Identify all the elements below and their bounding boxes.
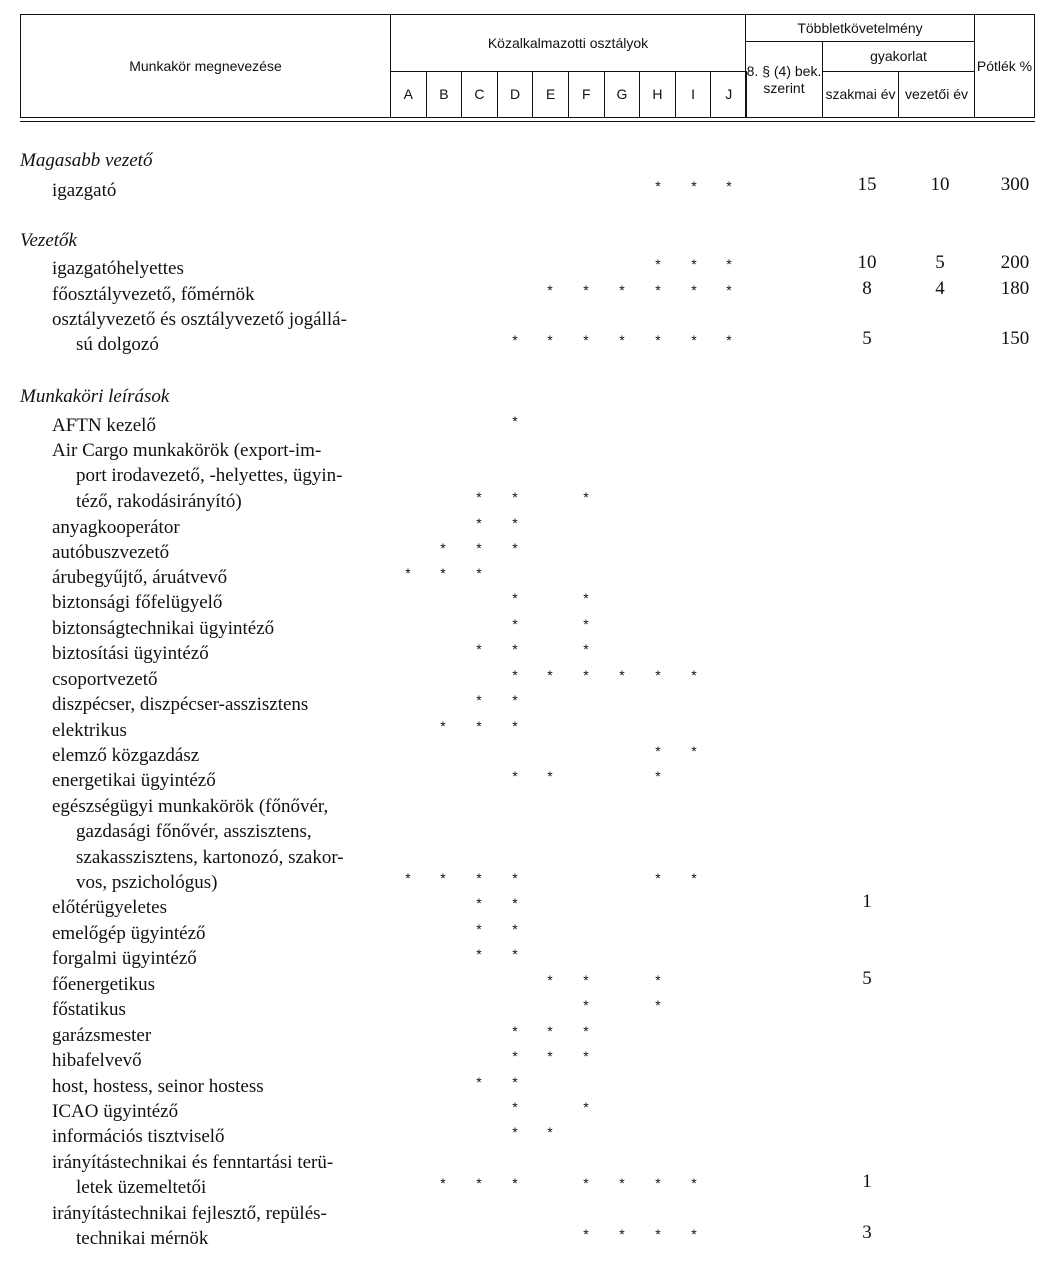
class-mark-h: *: [655, 1226, 661, 1243]
class-mark-d: *: [512, 692, 518, 708]
table-header: [20, 14, 1035, 118]
job-title-line: biztonságtechnikai ügyintéző: [52, 618, 275, 639]
class-mark-j: *: [726, 256, 732, 272]
job-title-line: vos, pszichológus): [76, 871, 218, 893]
class-header-e: E: [532, 71, 569, 118]
class-mark-j: *: [726, 332, 732, 349]
class-mark-h: *: [655, 997, 661, 1013]
professional-years-value: 8: [862, 278, 872, 299]
class-mark-f: *: [583, 1023, 589, 1039]
professional-years-value: 3: [862, 1222, 872, 1244]
class-mark-h: *: [655, 256, 661, 272]
class-mark-d: *: [512, 1048, 518, 1064]
class-mark-d: *: [512, 1124, 518, 1140]
class-mark-c: *: [476, 1074, 482, 1090]
paragraph-8-header: 8. § (4) bek. szerint: [745, 41, 823, 118]
class-mark-f: *: [583, 641, 589, 657]
leader-years-value: 5: [935, 252, 945, 273]
job-title-line: információs tisztviselő: [52, 1126, 225, 1147]
job-title-line: emelőgép ügyintéző: [52, 923, 206, 944]
class-header-f: F: [568, 71, 605, 118]
job-title-line: elektrikus: [52, 720, 127, 741]
class-header-j: J: [710, 71, 747, 118]
class-mark-f: *: [583, 282, 589, 298]
job-title-line: AFTN kezelő: [52, 415, 156, 436]
job-title-line: főosztályvezető, főmérnök: [52, 284, 255, 305]
job-title-column-header: Munkakör megnevezése: [20, 14, 391, 118]
class-header-h: H: [639, 71, 676, 118]
class-mark-c: *: [476, 921, 482, 937]
bonus-value: 150: [1000, 328, 1030, 350]
class-mark-i: *: [691, 332, 697, 349]
class-mark-g: *: [619, 667, 625, 683]
class-mark-c: *: [476, 946, 482, 962]
job-title-line: osztályvezető és osztályvezető jogállá-: [52, 309, 347, 330]
leader-years-header: vezetői év: [898, 71, 975, 118]
professional-years-value: 5: [862, 968, 872, 989]
class-mark-i: *: [691, 1226, 697, 1243]
class-mark-i: *: [691, 282, 697, 298]
class-mark-i: *: [691, 869, 697, 886]
class-mark-i: *: [691, 667, 697, 683]
class-header-g: G: [604, 71, 641, 118]
class-mark-g: *: [619, 1226, 625, 1243]
class-mark-b: *: [440, 1175, 446, 1192]
professional-years-value: 10: [857, 252, 877, 273]
class-mark-e: *: [547, 768, 553, 784]
job-title-line: diszpécser, diszpécser-asszisztens: [52, 694, 309, 715]
class-mark-d: *: [512, 540, 518, 556]
job-title-line: irányítástechnikai fejlesztő, repülés-: [52, 1203, 327, 1224]
header-bottom-rule: [20, 121, 1035, 122]
class-mark-d: *: [512, 515, 518, 531]
class-mark-d: *: [512, 768, 518, 784]
class-mark-f: *: [583, 997, 589, 1013]
class-mark-d: *: [512, 921, 518, 937]
job-title-line: biztonsági főfelügyelő: [52, 592, 223, 613]
class-header-c: C: [461, 71, 498, 118]
class-mark-h: *: [655, 768, 661, 784]
bonus-value: 200: [1000, 252, 1030, 273]
job-title-line: előtérügyeletes: [52, 897, 168, 918]
job-title-line: igazgató: [52, 180, 117, 201]
class-mark-b: *: [440, 718, 446, 734]
class-mark-e: *: [547, 282, 553, 298]
class-mark-h: *: [655, 667, 661, 683]
class-mark-i: *: [691, 178, 697, 194]
job-title-line: technikai mérnök: [76, 1228, 209, 1250]
class-mark-g: *: [619, 332, 625, 349]
class-mark-a: *: [405, 565, 411, 581]
class-mark-d: *: [512, 616, 518, 632]
class-mark-b: *: [440, 869, 446, 886]
class-mark-h: *: [655, 282, 661, 298]
class-mark-h: *: [655, 178, 661, 194]
job-title-line: anyagkooperátor: [52, 517, 180, 538]
professional-years-value: 1: [862, 1171, 872, 1193]
class-mark-h: *: [655, 332, 661, 349]
job-title-line: port irodavezető, -helyettes, ügyin-: [76, 465, 343, 487]
class-mark-d: *: [512, 488, 518, 505]
job-title-line: szakasszisztens, kartonozó, szakor-: [76, 846, 344, 868]
section-title: Magasabb vezető: [20, 150, 153, 171]
job-title-line: gazdasági főnővér, asszisztens,: [76, 821, 312, 843]
section-title: Vezetők: [20, 230, 77, 251]
extra-requirements-header: Többletkövetelmény: [745, 14, 975, 42]
class-mark-f: *: [583, 1226, 589, 1243]
section-title: Munkaköri leírások: [20, 386, 170, 407]
job-title-line: ICAO ügyintéző: [52, 1101, 179, 1122]
bonus-value: 300: [1000, 174, 1030, 195]
practice-header: gyakorlat: [822, 41, 975, 72]
class-mark-i: *: [691, 1175, 697, 1192]
class-mark-i: *: [691, 256, 697, 272]
class-mark-h: *: [655, 972, 661, 988]
class-mark-d: *: [512, 590, 518, 606]
class-mark-f: *: [583, 1175, 589, 1192]
class-mark-f: *: [583, 590, 589, 606]
class-header-i: I: [675, 71, 712, 118]
job-title-line: árubegyűjtő, áruátvevő: [52, 567, 228, 588]
class-mark-d: *: [512, 641, 518, 657]
class-mark-h: *: [655, 1175, 661, 1192]
job-title-line: biztosítási ügyintéző: [52, 643, 209, 664]
class-mark-d: *: [512, 869, 518, 886]
job-title-line: garázsmester: [52, 1025, 152, 1046]
professional-years-value: 15: [857, 174, 877, 195]
classes-column-header: Közalkalmazotti osztályok: [390, 14, 746, 72]
class-mark-f: *: [583, 972, 589, 988]
job-title-line: autóbuszvezető: [52, 542, 170, 563]
job-title-line: elemző közgazdász: [52, 745, 200, 766]
job-title-line: csoportvezető: [52, 669, 158, 690]
professional-years-value: 5: [862, 328, 872, 350]
job-title-line: energetikai ügyintéző: [52, 770, 216, 791]
class-mark-h: *: [655, 743, 661, 759]
class-mark-e: *: [547, 972, 553, 988]
job-title-line: hibafelvevő: [52, 1050, 142, 1071]
class-mark-f: *: [583, 1099, 589, 1115]
class-mark-d: *: [512, 1099, 518, 1115]
job-title-line: irányítástechnikai és fenntartási terü-: [52, 1152, 334, 1173]
class-mark-c: *: [476, 692, 482, 708]
job-title-line: igazgatóhelyettes: [52, 258, 184, 279]
bonus-value: 180: [1000, 278, 1030, 299]
class-mark-j: *: [726, 178, 732, 194]
class-mark-f: *: [583, 332, 589, 349]
class-mark-e: *: [547, 332, 553, 349]
class-mark-e: *: [547, 1023, 553, 1039]
job-title-line: Air Cargo munkakörök (export-im-: [52, 440, 322, 461]
class-mark-e: *: [547, 1048, 553, 1064]
class-mark-f: *: [583, 488, 589, 505]
job-title-line: letek üzemeltetői: [76, 1177, 207, 1199]
class-mark-d: *: [512, 667, 518, 683]
class-mark-c: *: [476, 869, 482, 886]
class-mark-d: *: [512, 946, 518, 962]
class-mark-g: *: [619, 282, 625, 298]
bonus-percent-header: Pótlék %: [974, 14, 1035, 118]
class-mark-d: *: [512, 1175, 518, 1192]
class-mark-c: *: [476, 540, 482, 556]
job-title-line: egészségügyi munkakörök (főnővér,: [52, 796, 329, 817]
job-title-line: host, hostess, seinor hostess: [52, 1076, 264, 1097]
class-mark-g: *: [619, 1175, 625, 1192]
class-mark-d: *: [512, 332, 518, 349]
job-title-line: főenergetikus: [52, 974, 156, 995]
class-mark-d: *: [512, 1074, 518, 1090]
class-mark-c: *: [476, 718, 482, 734]
job-title-line: sú dolgozó: [76, 334, 159, 356]
class-header-a: A: [390, 71, 427, 118]
class-mark-e: *: [547, 1124, 553, 1140]
class-mark-h: *: [655, 869, 661, 886]
class-mark-f: *: [583, 1048, 589, 1064]
class-mark-c: *: [476, 641, 482, 657]
class-mark-b: *: [440, 540, 446, 556]
class-mark-e: *: [547, 667, 553, 683]
job-title-line: főstatikus: [52, 999, 126, 1020]
class-mark-d: *: [512, 895, 518, 911]
job-title-line: forgalmi ügyintéző: [52, 948, 197, 969]
leader-years-value: 10: [930, 174, 950, 195]
job-title-line: téző, rakodásirányító): [76, 490, 242, 512]
class-mark-c: *: [476, 565, 482, 581]
class-mark-d: *: [512, 413, 518, 429]
class-mark-d: *: [512, 718, 518, 734]
professional-years-header: szakmai év: [822, 71, 899, 118]
class-mark-c: *: [476, 1175, 482, 1192]
class-mark-d: *: [512, 1023, 518, 1039]
class-mark-c: *: [476, 488, 482, 505]
class-header-d: D: [497, 71, 534, 118]
class-mark-f: *: [583, 616, 589, 632]
class-mark-a: *: [405, 869, 411, 886]
class-mark-i: *: [691, 743, 697, 759]
class-mark-b: *: [440, 565, 446, 581]
professional-years-value: 1: [862, 891, 872, 912]
class-mark-c: *: [476, 515, 482, 531]
class-header-b: B: [426, 71, 463, 118]
leader-years-value: 4: [935, 278, 945, 299]
class-mark-c: *: [476, 895, 482, 911]
class-mark-j: *: [726, 282, 732, 298]
class-mark-f: *: [583, 667, 589, 683]
